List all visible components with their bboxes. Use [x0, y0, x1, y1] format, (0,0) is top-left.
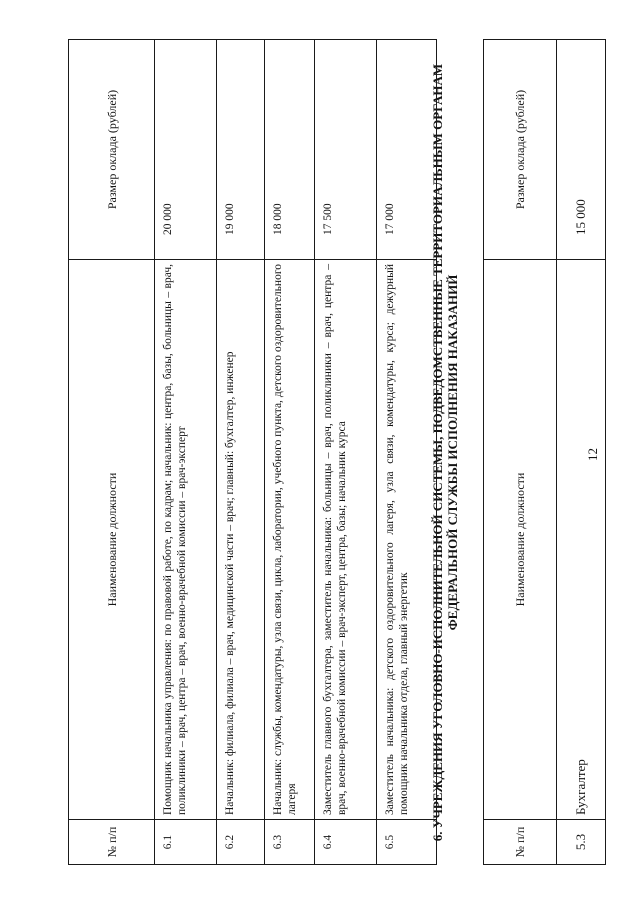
row-salary: 15 000	[557, 40, 606, 260]
row-salary: 18 000	[265, 40, 315, 260]
header-salary: Размер оклада (рублей)	[69, 40, 155, 260]
header-position: Наименование должности	[484, 260, 557, 820]
row-position: Начальник: службы, комендатуры, узла связи, цикла, лаборатории, учебного пункта, детского оздоровительного лагеря	[265, 260, 315, 820]
row-salary: 20 000	[155, 40, 217, 260]
table-row	[217, 40, 265, 865]
row-salary: 17 000	[377, 40, 437, 260]
row-number: 6.4	[315, 820, 377, 865]
row-number: 6.5	[377, 820, 437, 865]
table-header-row	[69, 40, 155, 865]
header-salary: Размер оклада (рублей)	[484, 40, 557, 260]
row-salary: 19 000	[217, 40, 265, 260]
table-row	[377, 40, 437, 865]
row-number: 5.3	[557, 820, 606, 865]
row-number: 6.1	[155, 820, 217, 865]
table-header-row	[484, 40, 557, 865]
table-row	[557, 40, 606, 865]
row-number: 6.3	[265, 820, 315, 865]
header-number: № п/п	[484, 820, 557, 865]
row-position: Бухгалтер	[557, 260, 606, 820]
header-number: № п/п	[69, 820, 155, 865]
row-salary: 17 500	[315, 40, 377, 260]
salary-table-top	[483, 39, 606, 865]
row-position: Заместитель начальника: детского оздоровительного лагеря, узла связи, комендатуры, курса; дежурный помощник начальника отдела, главный энергетик	[377, 260, 437, 820]
row-position: Заместитель главного бухгалтера, заместитель начальника: больницы – врач, поликлиники – врач, центра – врач, военно-врачебной комиссии – врач-эксперт, центра, базы; начальник курса	[315, 260, 377, 820]
row-position: Начальник: филиала, филиала – врач, медицинской части – врач; главный: бухгалтер, инженер	[217, 260, 265, 820]
page-number: 12	[585, 448, 600, 461]
table-row	[155, 40, 217, 865]
row-position: Помощник начальника управления: по правовой работе, по кадрам; начальник: центра, базы, больницы – врач, поликлиники – врач, центра – врач, военно-врачебной комиссии – врач-эксперт	[155, 260, 217, 820]
table-row	[315, 40, 377, 865]
row-number: 6.2	[217, 820, 265, 865]
section-title-line-1: 6. УЧРЕЖДЕНИЯ УГОЛОВНО-ИСПОЛНИТЕЛЬНОЙ СИСТЕМЫ, ПОДВЕДОМСТВЕННЫЕ ТЕРРИТОРИАЛЬНЫМ ОРГАНАМ	[430, 63, 445, 842]
table-row	[265, 40, 315, 865]
header-position: Наименование должности	[69, 260, 155, 820]
section-title-line-2: ФЕДЕРАЛЬНОЙ СЛУЖБЫ ИСПОЛНЕНИЯ НАКАЗАНИЙ	[445, 274, 460, 631]
salary-table-bottom	[68, 39, 437, 865]
